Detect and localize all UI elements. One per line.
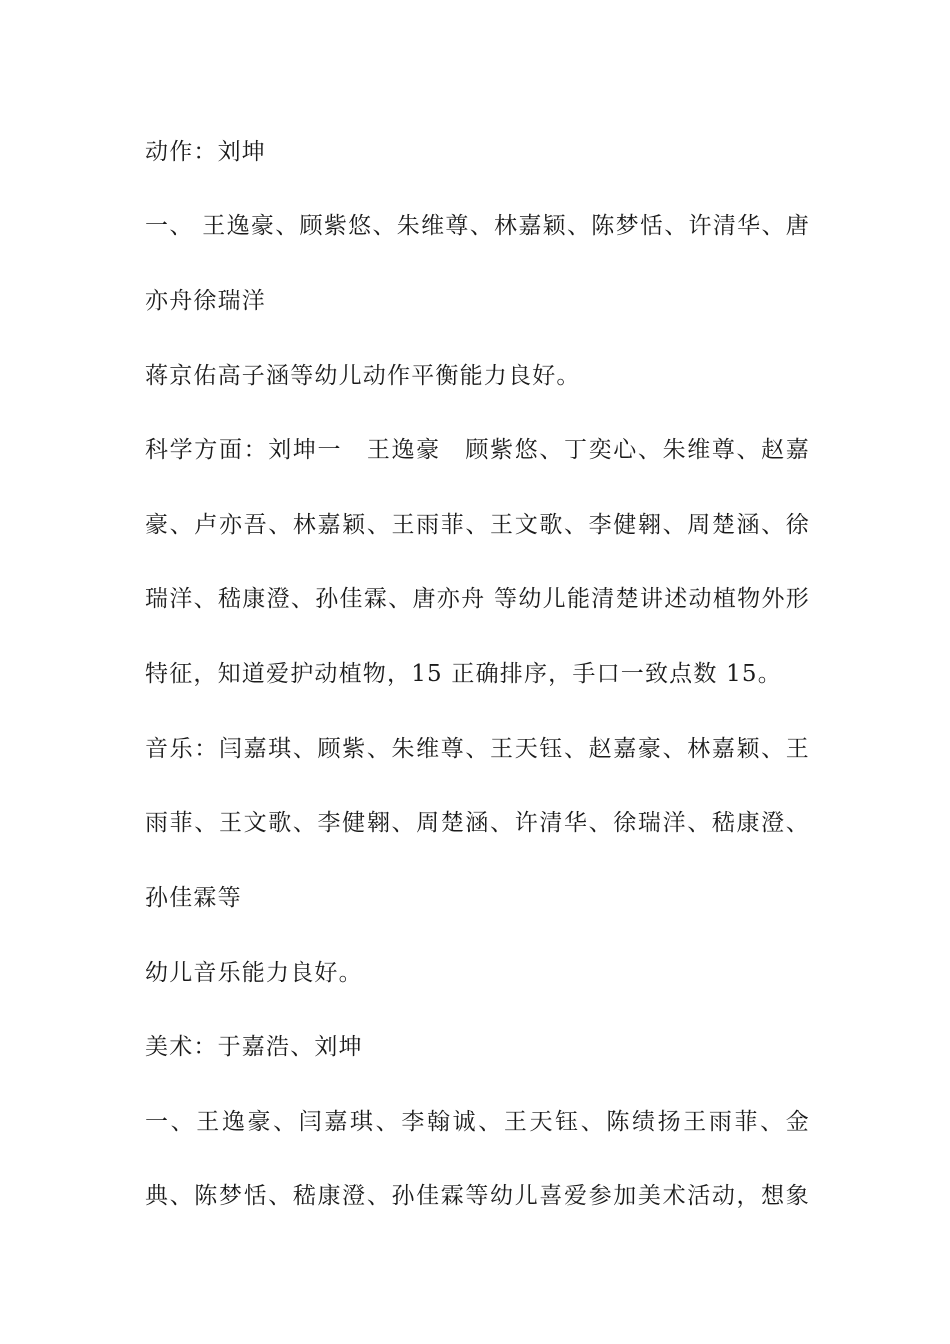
text-line: 幼儿音乐能力良好。 — [145, 960, 363, 986]
text-line: 孙佳霖等 — [145, 885, 242, 911]
text-line: 一、 王逸豪、顾紫悠、朱维尊、林嘉颖、陈梦恬、许清华、唐 — [145, 213, 810, 239]
text-line: 美术：于嘉浩、刘坤 — [145, 1034, 363, 1060]
text-line: 蒋京佑高子涵等幼儿动作平衡能力良好。 — [145, 363, 581, 389]
text-line: 音乐：闫嘉琪、顾紫、朱维尊、王天钰、赵嘉豪、林嘉颖、王 — [145, 736, 810, 762]
text-line: 科学方面：刘坤一 王逸豪 顾紫悠、丁奕心、朱维尊、赵嘉 — [145, 437, 810, 463]
text-line: 一、王逸豪、闫嘉琪、李翰诚、王天钰、陈绩扬王雨菲、金 — [145, 1109, 810, 1135]
text-line: 特征，知道爱护动植物，15 正确排序，手口一致点数 15。 — [145, 661, 782, 687]
text-line: 雨菲、王文歌、李健翱、周楚涵、许清华、徐瑞洋、嵇康澄、 — [145, 810, 810, 836]
text-line: 典、陈梦恬、嵇康澄、孙佳霖等幼儿喜爱参加美术活动，想象 — [145, 1183, 810, 1209]
text-line: 豪、卢亦吾、林嘉颖、王雨菲、王文歌、李健翱、周楚涵、徐 — [145, 512, 810, 538]
text-line: 动作：刘坤 — [145, 139, 266, 165]
text-line: 亦舟徐瑞洋 — [145, 288, 266, 314]
text-line: 瑞洋、嵇康澄、孙佳霖、唐亦舟 等幼儿能清楚讲述动植物外形 — [145, 586, 810, 612]
